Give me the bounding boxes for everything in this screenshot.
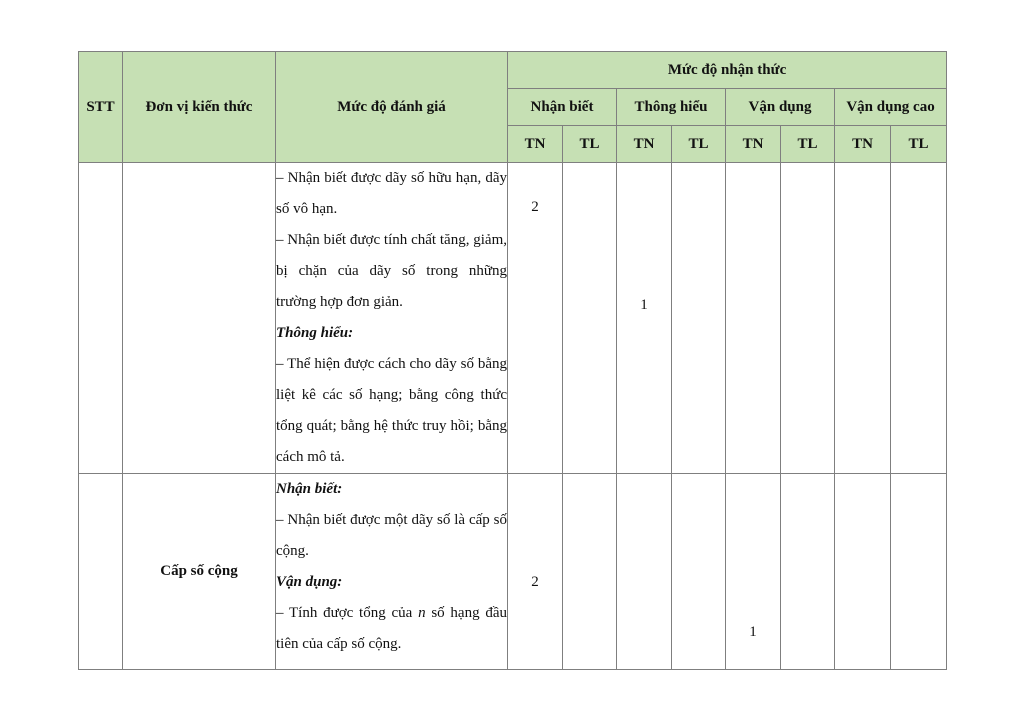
table-row [79,474,947,670]
nb-tn-cell [508,163,563,474]
stt-cell [79,163,123,474]
vd-tl-cell [781,163,835,474]
assessment-cell [276,474,508,670]
header-tn: TN [835,126,891,163]
assessment-line: – Nhận biết được tính chất tăng, giảm, bị chặn của dãy số trong những trường hợp đơn giản. [276,232,507,310]
nb-tl-cell [563,474,617,670]
th-tn-value: 1 [640,297,648,313]
assessment-text: – Tính được tổng của [276,605,419,621]
header-tl: TL [891,126,947,163]
header-tl: TL [672,126,726,163]
nb-tl-cell [563,163,617,474]
vdc-tn-cell [835,474,891,670]
th-tn-cell [617,163,672,474]
variable-n: n [418,605,426,621]
header-assessment: Mức độ đánh giá [276,52,508,163]
vd-tn-cell [726,474,781,670]
level-heading: Vận dụng: [276,574,343,590]
vdc-tl-cell [891,474,947,670]
header-tn: TN [617,126,672,163]
assessment-line [276,598,507,660]
assessment-text: số hạng đầu tiên của cấp số cộng. [276,605,507,652]
header-level-thong-hieu: Thông hiểu [617,89,726,126]
nb-tn-value: 2 [531,574,539,590]
unit-cell: Cấp số cộng [123,474,276,670]
header-stt: STT [79,52,123,163]
vdc-tn-cell [835,163,891,474]
header-level-van-dung: Vận dụng [726,89,835,126]
table-row [79,163,947,474]
level-heading: Thông hiểu: [276,325,354,341]
stt-cell [79,474,123,670]
th-tn-cell [617,474,672,670]
header-unit: Đơn vị kiến thức [123,52,276,163]
unit-cell [123,163,276,474]
header-tl: TL [781,126,835,163]
vd-tn-value: 1 [749,624,757,640]
header-tl: TL [563,126,617,163]
nb-tn-cell [508,474,563,670]
th-tl-cell [672,474,726,670]
header-level-nhan-biet: Nhận biết [508,89,617,126]
vd-tn-cell [726,163,781,474]
level-heading: Nhận biết: [276,481,343,497]
header-cognitive-level: Mức độ nhận thức [508,52,947,89]
assessment-line: – Nhận biết được một dãy số là cấp số cộng. [276,512,507,559]
vdc-tl-cell [891,163,947,474]
header-tn: TN [508,126,563,163]
vd-tl-cell [781,474,835,670]
nb-tn-value: 2 [531,199,539,215]
assessment-line: – Thể hiện được cách cho dãy số bằng liệt kê các số hạng; bằng công thức tổng quát; bằng hệ thức truy hồi; bằng cách mô tả. [276,356,507,465]
assessment-matrix-table [78,51,947,670]
assessment-cell [276,163,508,474]
th-tl-cell [672,163,726,474]
assessment-line: – Nhận biết được dãy số hữu hạn, dãy số vô hạn. [276,170,507,217]
header-tn: TN [726,126,781,163]
header-level-van-dung-cao: Vận dụng cao [835,89,947,126]
